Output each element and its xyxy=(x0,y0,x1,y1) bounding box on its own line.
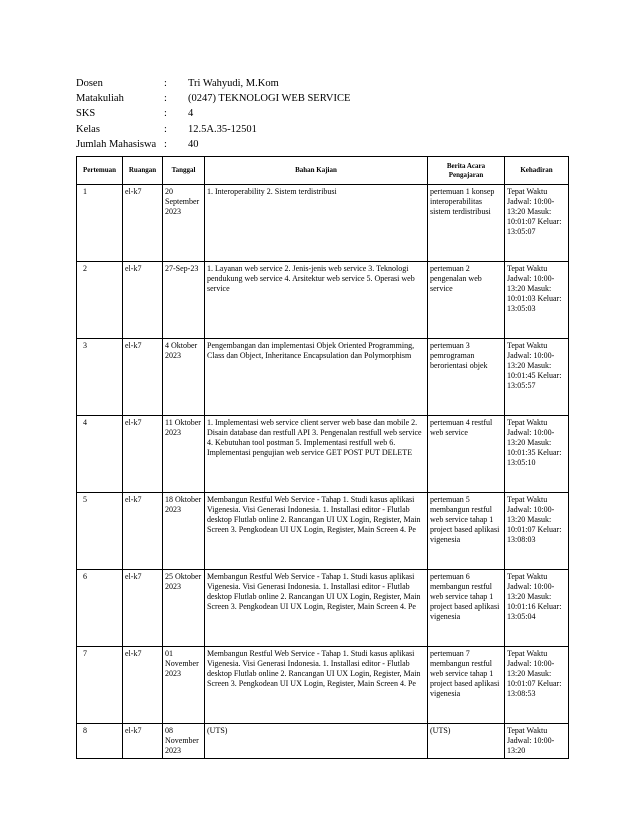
cell-date: 01 November 2023 xyxy=(163,647,205,724)
cell-room: el-k7 xyxy=(123,185,163,262)
cell-minutes: pertemuan 4 restful web service xyxy=(428,416,505,493)
header-date: Tanggal xyxy=(163,157,205,185)
info-colon: : xyxy=(164,138,167,150)
cell-meeting: 4 xyxy=(77,416,123,493)
cell-date: 25 Oktober 2023 xyxy=(163,570,205,647)
info-value: (0247) TEKNOLOGI WEB SERVICE xyxy=(188,93,351,105)
table-row xyxy=(77,262,569,339)
cell-date: 20 September 2023 xyxy=(163,185,205,262)
info-label: Jumlah Mahasiswa xyxy=(76,138,157,150)
cell-minutes: (UTS) xyxy=(428,724,505,759)
cell-topic: Membangun Restful Web Service - Tahap 1. Studi kasus aplikasi Vigenesia. Visi Generasi Indonesia. 1. Installasi editor - Flutlab desktop Flutlab online 2. Rancangan UI UX Login, Register, Main Screen 3. Pengkodean UI UX Login, Register, Main Screen 4. Pe xyxy=(205,493,428,570)
cell-minutes: pertemuan 6 membangun restful web service tahap 1 project based aplikasi vigenesia xyxy=(428,570,505,647)
cell-topic: Membangun Restful Web Service - Tahap 1. Studi kasus aplikasi Vigenesia. Visi Generasi Indonesia. 1. Installasi editor - Flutlab desktop Flutlab online 2. Rancangan UI UX Login, Register, Main Screen 3. Pengkodean UI UX Login, Register, Main Screen 4. Pe xyxy=(205,570,428,647)
info-row-credits xyxy=(76,106,350,121)
cell-meeting: 8 xyxy=(77,724,123,759)
table-row xyxy=(77,570,569,647)
cell-meeting: 6 xyxy=(77,570,123,647)
cell-room: el-k7 xyxy=(123,262,163,339)
course-info xyxy=(76,76,350,152)
cell-topic: Membangun Restful Web Service - Tahap 1. Studi kasus aplikasi Vigenesia. Visi Generasi Indonesia. 1. Installasi editor - Flutlab desktop Flutlab online 2. Rancangan UI UX Login, Register, Main Screen 3. Pengkodean UI UX Login, Register, Main Screen 4. Pe xyxy=(205,647,428,724)
table-header-row xyxy=(77,157,569,185)
cell-room: el-k7 xyxy=(123,493,163,570)
info-colon: : xyxy=(164,78,167,89)
info-value: 4 xyxy=(188,108,194,120)
header-room: Ruangan xyxy=(123,157,163,185)
cell-room: el-k7 xyxy=(123,339,163,416)
cell-date: 08 November 2023 xyxy=(163,724,205,759)
info-value: 40 xyxy=(188,138,199,150)
header-minutes: Berita Acara Pengajaran xyxy=(428,157,505,185)
cell-attendance: Tepat Waktu Jadwal: 10:00-13:20 xyxy=(505,724,569,759)
cell-minutes: pertemuan 7 membangun restful web service tahap 1 project based aplikasi vigenesia xyxy=(428,647,505,724)
cell-attendance: Tepat Waktu Jadwal: 10:00-13:20 Masuk: 10:01:45 Keluar: 13:05:57 xyxy=(505,339,569,416)
header-meeting: Pertemuan xyxy=(77,157,123,185)
info-label: SKS xyxy=(76,108,96,120)
cell-attendance: Tepat Waktu Jadwal: 10:00-13:20 Masuk: 10:01:16 Keluar: 13:05:04 xyxy=(505,570,569,647)
cell-minutes: pertemuan 3 pemrograman berorientasi objek xyxy=(428,339,505,416)
table-row xyxy=(77,185,569,262)
table-row xyxy=(77,647,569,724)
cell-minutes: pertemuan 1 konsep interoperabilitas sistem terdistribusi xyxy=(428,185,505,262)
cell-room: el-k7 xyxy=(123,416,163,493)
info-colon: : xyxy=(164,93,167,105)
cell-attendance: Tepat Waktu Jadwal: 10:00-13:20 Masuk: 10:01:07 Keluar: 13:08:03 xyxy=(505,493,569,570)
cell-minutes: pertemuan 2 pengenalan web service xyxy=(428,262,505,339)
cell-meeting: 1 xyxy=(77,185,123,262)
cell-date: 27-Sep-23 xyxy=(163,262,205,339)
header-topic: Bahan Kajian xyxy=(205,157,428,185)
cell-attendance: Tepat Waktu Jadwal: 10:00-13:20 Masuk: 10:01:07 Keluar: 13:08:53 xyxy=(505,647,569,724)
cell-topic: 1. Layanan web service 2. Jenis-jenis web service 3. Teknologi pendukung web service 4. Arsitektur web service 5. Operasi web service xyxy=(205,262,428,339)
cell-minutes: pertemuan 5 membangun restful web service tahap 1 project based aplikasi vigenesia xyxy=(428,493,505,570)
cell-attendance: Tepat Waktu Jadwal: 10:00-13:20 Masuk: 10:01:07 Keluar: 13:05:07 xyxy=(505,185,569,262)
header-attendance: Kehadiran xyxy=(505,157,569,185)
cell-date: 11 Oktober 2023 xyxy=(163,416,205,493)
info-value: Tri Wahyudi, M.Kom xyxy=(188,78,279,89)
info-value: 12.5A.35-12501 xyxy=(188,123,257,135)
cell-meeting: 3 xyxy=(77,339,123,416)
table-row xyxy=(77,493,569,570)
info-colon: : xyxy=(164,108,167,120)
info-label: Kelas xyxy=(76,123,100,135)
cell-date: 18 Oktober 2023 xyxy=(163,493,205,570)
cell-room: el-k7 xyxy=(123,724,163,759)
info-row-students xyxy=(76,137,350,152)
cell-topic: (UTS) xyxy=(205,724,428,759)
lecture-journal-table xyxy=(76,156,569,759)
cell-topic: Pengembangan dan implementasi Objek Oriented Programming, Class dan Object, Inheritance Encapsulation dan Polymorphism xyxy=(205,339,428,416)
cell-room: el-k7 xyxy=(123,647,163,724)
info-row-course xyxy=(76,91,350,106)
info-label: Matakuliah xyxy=(76,93,124,105)
cell-meeting: 2 xyxy=(77,262,123,339)
cell-meeting: 5 xyxy=(77,493,123,570)
info-row-lecturer xyxy=(76,76,350,91)
table-row xyxy=(77,724,569,759)
cell-topic: 1. Interoperability 2. Sistem terdistribusi xyxy=(205,185,428,262)
info-row-class xyxy=(76,122,350,137)
table-row xyxy=(77,416,569,493)
info-colon: : xyxy=(164,123,167,135)
info-label: Dosen xyxy=(76,78,103,89)
cell-topic: 1. Implementasi web service client server web base dan mobile 2. Disain database dan restfull API 3. Pengenalan restfull web service 4. Kebutuhan tool postman 5. Implementasi restfull web 6. Implementasi pengujian web service GET POST PUT DELETE xyxy=(205,416,428,493)
cell-room: el-k7 xyxy=(123,570,163,647)
table-row xyxy=(77,339,569,416)
cell-attendance: Tepat Waktu Jadwal: 10:00-13:20 Masuk: 10:01:03 Keluar: 13:05:03 xyxy=(505,262,569,339)
cell-attendance: Tepat Waktu Jadwal: 10:00-13:20 Masuk: 10:01:35 Keluar: 13:05:10 xyxy=(505,416,569,493)
cell-date: 4 Oktober 2023 xyxy=(163,339,205,416)
cell-meeting: 7 xyxy=(77,647,123,724)
